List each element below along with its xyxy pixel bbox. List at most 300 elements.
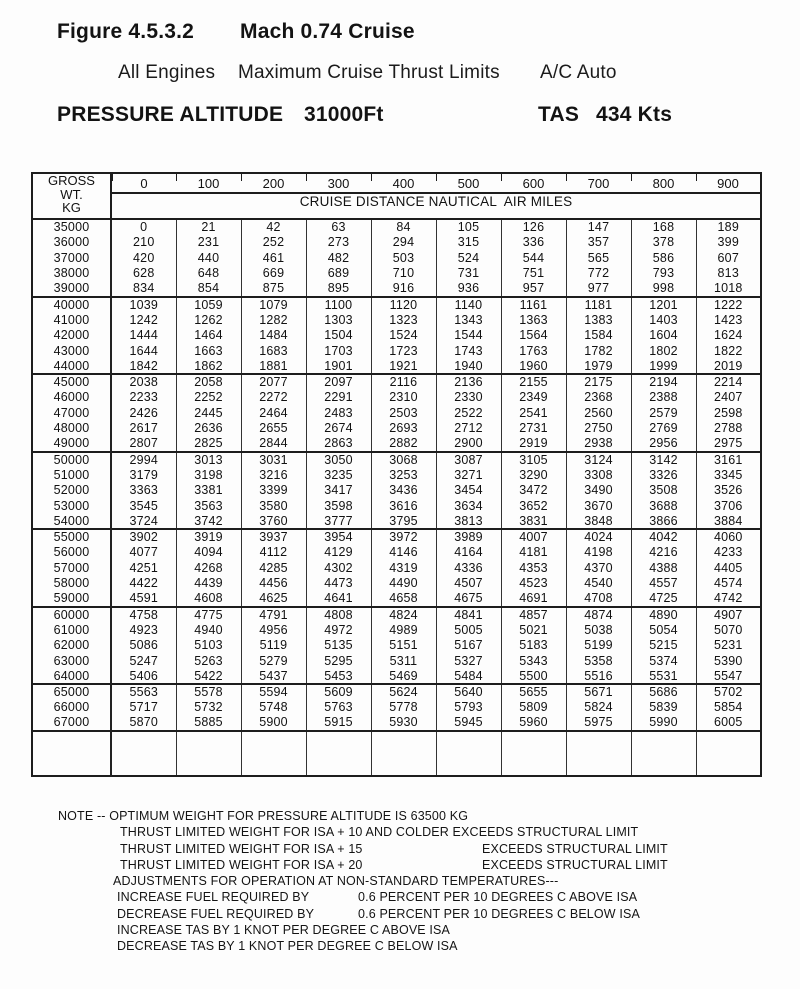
gross-weight-cell: 38000 [32, 266, 111, 282]
note-line [58, 873, 668, 889]
fuel-cell: 5839 [631, 700, 696, 716]
ac-auto-label: A/C Auto [540, 62, 617, 83]
fuel-cell: 2919 [501, 436, 566, 452]
fuel-cell: 0 [111, 219, 176, 235]
fuel-cell: 3580 [241, 498, 306, 514]
fuel-cell: 4077 [111, 545, 176, 561]
gross-weight-cell: 55000 [32, 529, 111, 545]
table-row [32, 576, 761, 592]
fuel-cell: 2938 [566, 436, 631, 452]
table-header [32, 173, 761, 219]
fuel-cell: 3013 [176, 452, 241, 468]
table-row [32, 359, 761, 375]
fuel-cell: 2956 [631, 436, 696, 452]
fuel-cell: 3490 [566, 483, 631, 499]
fuel-cell: 3777 [306, 514, 371, 530]
table-row [32, 653, 761, 669]
fuel-cell: 294 [371, 235, 436, 251]
fuel-cell: 3198 [176, 467, 241, 483]
table-row [32, 669, 761, 685]
table-row [32, 328, 761, 344]
fuel-cell: 1018 [696, 281, 761, 297]
fuel-cell: 4742 [696, 591, 761, 607]
table-row [32, 235, 761, 251]
gross-weight-cell: 44000 [32, 359, 111, 375]
fuel-cell: 1343 [436, 312, 501, 328]
fuel-cell: 4129 [306, 545, 371, 561]
fuel-cell: 3290 [501, 467, 566, 483]
fuel-cell: 1100 [306, 297, 371, 313]
fuel-cell: 4625 [241, 591, 306, 607]
table-row [32, 498, 761, 514]
fuel-cell: 5215 [631, 638, 696, 654]
fuel-cell: 5327 [436, 653, 501, 669]
fuel-cell: 2844 [241, 436, 306, 452]
fuel-cell: 5594 [241, 684, 306, 700]
fuel-cell: 4708 [566, 591, 631, 607]
fuel-cell: 4216 [631, 545, 696, 561]
gross-weight-cell: 66000 [32, 700, 111, 716]
fuel-cell: 2825 [176, 436, 241, 452]
gross-weight-cell: 37000 [32, 250, 111, 266]
note-line [58, 808, 668, 824]
fuel-cell: 5547 [696, 669, 761, 685]
fuel-cell: 4907 [696, 607, 761, 623]
fuel-cell: 3472 [501, 483, 566, 499]
table-row [32, 560, 761, 576]
fuel-cell: 482 [306, 250, 371, 266]
fuel-cell: 710 [371, 266, 436, 282]
note-text: THRUST LIMITED WEIGHT FOR ISA + 10 AND COLDER EXCEEDS STRUCTURAL LIMIT [120, 825, 639, 840]
fuel-cell: 5167 [436, 638, 501, 654]
fuel-cell: 3308 [566, 467, 631, 483]
fuel-cell: 3831 [501, 514, 566, 530]
fuel-cell: 105 [436, 219, 501, 235]
fuel-cell: 5854 [696, 700, 761, 716]
fuel-cell: 2272 [241, 390, 306, 406]
fuel-cell: 4808 [306, 607, 371, 623]
fuel-cell: 875 [241, 281, 306, 297]
fuel-cell: 3598 [306, 498, 371, 514]
distance-header: 400 [371, 173, 436, 193]
fuel-cell: 1822 [696, 343, 761, 359]
fuel-cell: 1979 [566, 359, 631, 375]
note-text: 0.6 PERCENT PER 10 DEGREES C BELOW ISA [358, 906, 640, 921]
gross-weight-cell: 56000 [32, 545, 111, 561]
distance-header-row [32, 173, 761, 193]
fuel-cell: 5005 [436, 622, 501, 638]
fuel-cell: 3616 [371, 498, 436, 514]
fuel-cell: 3563 [176, 498, 241, 514]
note-text: EXCEEDS STRUCTURAL LIMIT [482, 841, 668, 856]
table-row [32, 715, 761, 731]
fuel-cell: 2233 [111, 390, 176, 406]
fuel-cell: 1564 [501, 328, 566, 344]
fuel-cell: 4874 [566, 607, 631, 623]
fuel-cell: 2655 [241, 421, 306, 437]
fuel-cell: 2194 [631, 374, 696, 390]
fuel-cell: 5231 [696, 638, 761, 654]
fuel-cell: 4336 [436, 560, 501, 576]
fuel-cell: 4094 [176, 545, 241, 561]
fuel-cell: 1644 [111, 343, 176, 359]
fuel-cell: 5990 [631, 715, 696, 731]
fuel-cell: 4775 [176, 607, 241, 623]
fuel-cell: 5531 [631, 669, 696, 685]
fuel-cell: 4758 [111, 607, 176, 623]
fuel-cell: 4353 [501, 560, 566, 576]
fuel-cell: 5374 [631, 653, 696, 669]
table-row [32, 591, 761, 607]
fuel-cell: 5279 [241, 653, 306, 669]
fuel-cell: 5686 [631, 684, 696, 700]
fuel-cell: 3179 [111, 467, 176, 483]
fuel-cell: 5655 [501, 684, 566, 700]
fuel-cell: 3068 [371, 452, 436, 468]
gross-weight-cell: 40000 [32, 297, 111, 313]
cruise-distance-table [31, 172, 762, 777]
fuel-cell: 2252 [176, 390, 241, 406]
fuel-cell: 524 [436, 250, 501, 266]
fuel-cell [176, 731, 241, 776]
gross-weight-cell: 59000 [32, 591, 111, 607]
table-row [32, 343, 761, 359]
fuel-cell: 4574 [696, 576, 761, 592]
note-text: EXCEEDS STRUCTURAL LIMIT [482, 857, 668, 872]
fuel-cell: 4608 [176, 591, 241, 607]
fuel-cell [436, 731, 501, 776]
gross-weight-cell: 54000 [32, 514, 111, 530]
fuel-cell: 5915 [306, 715, 371, 731]
fuel-cell: 2863 [306, 436, 371, 452]
table-row [32, 529, 761, 545]
fuel-cell: 1403 [631, 312, 696, 328]
fuel-cell: 2636 [176, 421, 241, 437]
gross-weight-cell: 51000 [32, 467, 111, 483]
fuel-cell: 3706 [696, 498, 761, 514]
fuel-cell: 2541 [501, 405, 566, 421]
weight-group [32, 607, 761, 685]
fuel-cell: 4146 [371, 545, 436, 561]
fuel-cell: 4268 [176, 560, 241, 576]
fuel-cell: 357 [566, 235, 631, 251]
fuel-cell [631, 731, 696, 776]
gross-weight-cell: 58000 [32, 576, 111, 592]
fuel-cell: 607 [696, 250, 761, 266]
fuel-cell: 1181 [566, 297, 631, 313]
gross-weight-cell: 52000 [32, 483, 111, 499]
fuel-cell: 2214 [696, 374, 761, 390]
fuel-cell: 2097 [306, 374, 371, 390]
fuel-cell: 2617 [111, 421, 176, 437]
table-row [32, 266, 761, 282]
fuel-cell: 2483 [306, 405, 371, 421]
fuel-cell: 5103 [176, 638, 241, 654]
distance-header: 0 [111, 173, 176, 193]
note-line [58, 857, 668, 873]
fuel-cell: 4557 [631, 576, 696, 592]
fuel-cell: 1079 [241, 297, 306, 313]
fuel-cell: 4198 [566, 545, 631, 561]
fuel-cell: 2388 [631, 390, 696, 406]
fuel-cell: 2175 [566, 374, 631, 390]
fuel-cell: 1323 [371, 312, 436, 328]
distance-header: 600 [501, 173, 566, 193]
fuel-cell: 5263 [176, 653, 241, 669]
fuel-cell: 895 [306, 281, 371, 297]
fuel-cell: 63 [306, 219, 371, 235]
fuel-cell: 2731 [501, 421, 566, 437]
table-row [32, 312, 761, 328]
fuel-cell: 3235 [306, 467, 371, 483]
fuel-cell: 3363 [111, 483, 176, 499]
fuel-cell: 2349 [501, 390, 566, 406]
figure-label: Figure 4.5.3.2 [57, 20, 195, 43]
weight-group [32, 219, 761, 297]
table-row [32, 436, 761, 452]
tas-value: 434 Kts [596, 103, 673, 126]
distance-header: 900 [696, 173, 761, 193]
fuel-cell: 3399 [241, 483, 306, 499]
fuel-cell: 189 [696, 219, 761, 235]
fuel-cell: 1960 [501, 359, 566, 375]
fuel-cell: 4164 [436, 545, 501, 561]
fuel-cell: 1464 [176, 328, 241, 344]
fuel-cell: 793 [631, 266, 696, 282]
engines-label: All Engines [118, 62, 216, 83]
fuel-cell: 4841 [436, 607, 501, 623]
fuel-cell: 440 [176, 250, 241, 266]
gross-weight-cell: 50000 [32, 452, 111, 468]
fuel-cell: 1683 [241, 343, 306, 359]
fuel-cell: 586 [631, 250, 696, 266]
fuel-cell: 5748 [241, 700, 306, 716]
fuel-cell: 503 [371, 250, 436, 266]
fuel-cell: 3454 [436, 483, 501, 499]
fuel-cell: 5295 [306, 653, 371, 669]
fuel-cell: 5054 [631, 622, 696, 638]
fuel-cell: 3795 [371, 514, 436, 530]
fuel-cell: 1282 [241, 312, 306, 328]
fuel-cell: 5135 [306, 638, 371, 654]
table-row [32, 638, 761, 654]
fuel-cell: 84 [371, 219, 436, 235]
note-line [58, 889, 668, 905]
fuel-cell: 3381 [176, 483, 241, 499]
fuel-cell: 5930 [371, 715, 436, 731]
fuel-cell [111, 731, 176, 776]
gross-wt-header-line: KG [62, 200, 81, 215]
fuel-cell: 4388 [631, 560, 696, 576]
gross-weight-cell: 43000 [32, 343, 111, 359]
fuel-cell: 5732 [176, 700, 241, 716]
fuel-cell: 5247 [111, 653, 176, 669]
gross-wt-header [32, 173, 111, 219]
fuel-cell: 2882 [371, 436, 436, 452]
fuel-cell: 5671 [566, 684, 631, 700]
fuel-cell: 813 [696, 266, 761, 282]
fuel-cell: 1763 [501, 343, 566, 359]
tas-label: TAS [538, 103, 580, 126]
note-line [58, 824, 668, 840]
fuel-cell: 854 [176, 281, 241, 297]
fuel-cell: 42 [241, 219, 306, 235]
fuel-cell: 2769 [631, 421, 696, 437]
fuel-cell: 4641 [306, 591, 371, 607]
fuel-cell: 936 [436, 281, 501, 297]
fuel-cell: 378 [631, 235, 696, 251]
fuel-cell: 210 [111, 235, 176, 251]
note-text: DECREASE FUEL REQUIRED BY [117, 906, 315, 921]
fuel-cell: 3634 [436, 498, 501, 514]
distance-header: 500 [436, 173, 501, 193]
fuel-cell: 4923 [111, 622, 176, 638]
fuel-cell: 4456 [241, 576, 306, 592]
empty-row [32, 731, 761, 776]
fuel-cell: 2077 [241, 374, 306, 390]
fuel-cell: 5763 [306, 700, 371, 716]
fuel-cell: 4540 [566, 576, 631, 592]
fuel-cell: 5500 [501, 669, 566, 685]
fuel-cell: 3848 [566, 514, 631, 530]
fuel-cell: 1862 [176, 359, 241, 375]
fuel-cell: 2155 [501, 374, 566, 390]
fuel-cell: 2368 [566, 390, 631, 406]
table-row [32, 219, 761, 235]
fuel-cell: 1921 [371, 359, 436, 375]
gross-weight-cell: 49000 [32, 436, 111, 452]
fuel-cell: 1524 [371, 328, 436, 344]
fuel-cell: 5516 [566, 669, 631, 685]
fuel-cell: 315 [436, 235, 501, 251]
fuel-cell: 2598 [696, 405, 761, 421]
gross-weight-cell: 39000 [32, 281, 111, 297]
fuel-cell: 2058 [176, 374, 241, 390]
fuel-cell: 1901 [306, 359, 371, 375]
fuel-cell [566, 731, 631, 776]
fuel-cell: 544 [501, 250, 566, 266]
distance-header: 700 [566, 173, 631, 193]
fuel-cell: 4473 [306, 576, 371, 592]
fuel-cell: 4691 [501, 591, 566, 607]
fuel-cell: 4940 [176, 622, 241, 638]
gross-weight-cell: 46000 [32, 390, 111, 406]
note-line [58, 922, 668, 938]
gross-weight-cell: 42000 [32, 328, 111, 344]
fuel-cell: 5702 [696, 684, 761, 700]
gross-weight-cell: 57000 [32, 560, 111, 576]
fuel-cell: 2407 [696, 390, 761, 406]
fuel-cell: 2019 [696, 359, 761, 375]
fuel-cell: 168 [631, 219, 696, 235]
fuel-cell: 2310 [371, 390, 436, 406]
fuel-cell: 1120 [371, 297, 436, 313]
fuel-cell: 1201 [631, 297, 696, 313]
gross-weight-cell [32, 731, 111, 776]
fuel-cell: 2975 [696, 436, 761, 452]
fuel-cell: 2788 [696, 421, 761, 437]
note-text: THRUST LIMITED WEIGHT FOR ISA + 15 [120, 841, 363, 856]
table-row [32, 374, 761, 390]
fuel-cell: 1140 [436, 297, 501, 313]
fuel-cell: 4024 [566, 529, 631, 545]
fuel-cell: 5484 [436, 669, 501, 685]
fuel-cell: 1663 [176, 343, 241, 359]
fuel-cell: 977 [566, 281, 631, 297]
fuel-cell: 4370 [566, 560, 631, 576]
fuel-cell: 3142 [631, 452, 696, 468]
pressure-altitude-label: PRESSURE ALTITUDE [57, 103, 284, 126]
fuel-cell: 5183 [501, 638, 566, 654]
fuel-cell: 4405 [696, 560, 761, 576]
note-line [58, 938, 668, 954]
fuel-cell: 3124 [566, 452, 631, 468]
fuel-cell: 4251 [111, 560, 176, 576]
fuel-cell: 648 [176, 266, 241, 282]
fuel-cell: 5793 [436, 700, 501, 716]
table-row [32, 545, 761, 561]
fuel-cell [241, 731, 306, 776]
fuel-cell: 3216 [241, 467, 306, 483]
note-text: NOTE -- OPTIMUM WEIGHT FOR PRESSURE ALTITUDE IS 63500 KG [58, 809, 469, 823]
gross-wt-header-line: WT. [60, 186, 83, 202]
fuel-cell: 1484 [241, 328, 306, 344]
fuel-cell: 5870 [111, 715, 176, 731]
fuel-cell: 2674 [306, 421, 371, 437]
fuel-cell: 4956 [241, 622, 306, 638]
fuel-cell: 4507 [436, 576, 501, 592]
pressure-altitude-value: 31000Ft [304, 103, 384, 126]
fuel-cell: 1881 [241, 359, 306, 375]
fuel-cell: 4890 [631, 607, 696, 623]
fuel-cell: 3050 [306, 452, 371, 468]
fuel-cell: 273 [306, 235, 371, 251]
fuel-cell: 5624 [371, 684, 436, 700]
fuel-cell: 5900 [241, 715, 306, 731]
table-row [32, 452, 761, 468]
gross-wt-header-line: GROSS [48, 173, 95, 188]
fuel-cell: 5563 [111, 684, 176, 700]
distance-header: 200 [241, 173, 306, 193]
fuel-cell: 1743 [436, 343, 501, 359]
fuel-cell: 3989 [436, 529, 501, 545]
fuel-cell [371, 731, 436, 776]
fuel-cell: 5640 [436, 684, 501, 700]
gross-weight-cell: 62000 [32, 638, 111, 654]
note-text: ADJUSTMENTS FOR OPERATION AT NON-STANDARD TEMPERATURES--- [113, 874, 559, 889]
distance-header: 100 [176, 173, 241, 193]
fuel-cell: 3161 [696, 452, 761, 468]
fuel-cell: 4972 [306, 622, 371, 638]
fuel-cell: 5021 [501, 622, 566, 638]
fuel-cell: 3417 [306, 483, 371, 499]
fuel-cell: 399 [696, 235, 761, 251]
fuel-cell: 4490 [371, 576, 436, 592]
fuel-cell: 252 [241, 235, 306, 251]
note-text: INCREASE FUEL REQUIRED BY [117, 890, 310, 905]
fuel-cell: 5406 [111, 669, 176, 685]
fuel-cell: 3972 [371, 529, 436, 545]
fuel-cell: 2522 [436, 405, 501, 421]
fuel-cell: 4523 [501, 576, 566, 592]
fuel-cell: 2712 [436, 421, 501, 437]
fuel-cell: 1802 [631, 343, 696, 359]
fuel-cell: 2116 [371, 374, 436, 390]
fuel-cell: 751 [501, 266, 566, 282]
fuel-cell: 4824 [371, 607, 436, 623]
fuel-cell: 3884 [696, 514, 761, 530]
fuel-cell: 5119 [241, 638, 306, 654]
